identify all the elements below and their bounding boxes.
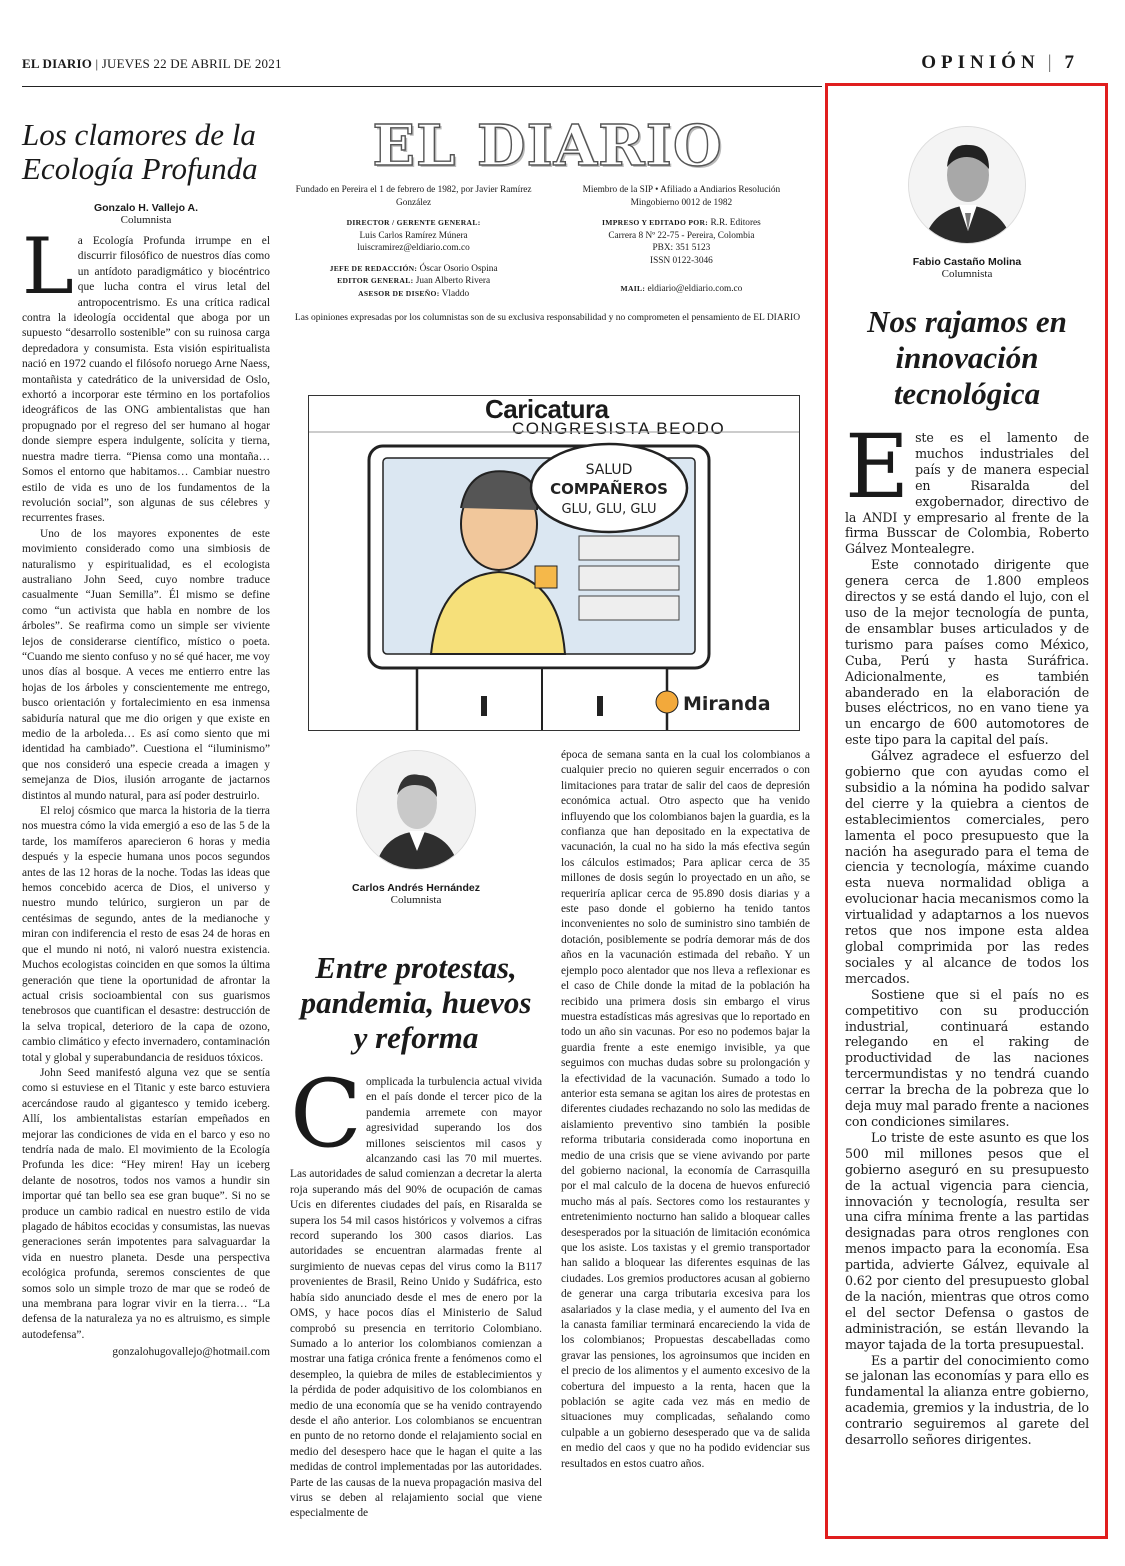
article-body-col2 [561, 748, 810, 1472]
printed-label: IMPRESO Y EDITADO POR: [602, 218, 709, 227]
masthead-credits [290, 184, 805, 300]
article-body [22, 222, 270, 1361]
issn: ISSN 0122-3046 [650, 255, 713, 266]
mail-address[interactable]: eldiario@eldiario.com.co [647, 284, 743, 294]
bubble-line-3: GLU, GLU, GLU [561, 502, 657, 517]
page-header-right [921, 52, 1079, 74]
page-header-left [22, 56, 282, 72]
issue-date: JUEVES 22 DE ABRIL DE 2021 [101, 56, 282, 71]
design-name: Vladdo [441, 288, 470, 299]
paper-name: EL DIARIO [22, 56, 93, 71]
cartoon-box [308, 395, 800, 731]
article-body [845, 415, 1089, 1448]
founded-text: Fundado en Pereira el 1 de febrero de 1982, por Javier Ramírez González [295, 185, 532, 208]
author-email[interactable]: gonzalohugovallejo@hotmail.com [112, 1346, 270, 1359]
cartoon-illustration [309, 396, 800, 731]
paragraph: Uno de los mayores exponentes de este movimiento considerado como una simbiosis de naturalismo y espiritualidad, es el ecologista australiano John Seed, cuyo nombre traduce casualmente “Juan Semilla”. Él mismo se define como “un activista que habla en nombre de los árboles”. Se reafirma como un simple ser viviente lejos de considerarse científico, místico o poeta. “Cuando me siento confuso y no sé qué hacer, me voy unos días al bosque. A veces me entierro entre las hojas de los árboles y conscientemente me entrego, busco orientación y fortalecimiento en esa inmensa sabiduría natural que me dio origen y que existe en medio de la arboleda… Es así como siento que mi identidad ha cambiado”. Cuestiona el “iluminismo” que nos consideró una especie creada a imagen y semejanza de Dios, ilusión arrogante de jactarnos distintos al mundo natural, para así poder destruirlo. [22, 527, 270, 802]
design-label: ASESOR DE DISEÑO: [358, 288, 440, 298]
drop-cap: C [290, 1060, 362, 1169]
author-role: Columnista [390, 894, 442, 906]
director-email[interactable]: luiscramirez@eldiario.com.co [357, 243, 470, 253]
membership-text: Miembro de la SIP • Afiliado a Andiarios Resolución Mingobierno 0012 de 1982 [582, 185, 781, 208]
bubble-line-2: COMPAÑEROS [550, 480, 668, 498]
author-name: Fabio Castaño Molina [912, 256, 1022, 268]
right-column-article [845, 118, 1089, 1448]
cartoonist-signature: Miranda [683, 693, 771, 715]
paragraph: Este es el lamento de muchos industriales del país y de manera especial en Risaralda del exgobernador, directivo de la ANDI y empresario al frente de la firma Busscar de Colombia, Roberto Gálvez Montealegre. [845, 415, 1089, 557]
newspaper-logo: EL DIARIO [372, 113, 723, 179]
cartoon-title: Caricatura [485, 395, 609, 424]
bubble-line-1: SALUD [585, 462, 633, 478]
paragraph: La Ecología Profunda irrumpe en el discurrir filosófico de nuestros días como un antídoto paradigmático y biocéntrico que lucha contra el virus letal del antropocentrismo. Es una crítica radical contra la ideología occidental que aboga por un supuesto “desarrollo sostenible” con su ruinosa carga depredadora y consumista. Esta visión espiritualista nació en 1972 cuando el filósofo noruego Arne Naess, montañista y catedrático de la universidad de Oslo, exhortó a incorporar este término en los portafolios ideográficos de las ONG ambientalistas que han propugnado por el regreso del ser humano al hogar donde siempre espera indulgente, solícita y tierna, nuestra madre tierra. “Piensa como una montaña… Somos el entorno que habitamos… Cambiar nuestro estilo de vida es uno de los fundamentos de la revolución social”, son algunas de sus célebres y recurrentes frases. [22, 222, 270, 525]
paragraph: Es a partir del conocimiento como se jalonan las economías y para ello es fundamental la alianza entre gobierno, academia, gremios y la industria, de lo contrario seguiremos al garete del desarrollo señores dirigentes. [845, 1352, 1089, 1448]
paragraph: Lo triste de este asunto es que los 500 mil millones pesos que el gobierno aseguró en su presupuesto de la actual vigencia para ciencia, innovación y tecnología, resulta ser una cifra mínima frente a las partidas designadas para otros renglones con menos impacto para la economía. Esa partida, advierte Gálvez, equivale al 0.62 por ciento del presupuesto global de la nación, mientras que otros como el del sector Defensa o gastos de administración, se están llevando la mayor tajada de la torta presupuestal. [845, 1129, 1089, 1352]
director-label: DIRECTOR / GERENTE GENERAL: [346, 218, 481, 227]
author-photo [356, 750, 476, 870]
drop-cap: L [22, 222, 74, 312]
chief-label: JEFE DE REDACCIÓN: [329, 263, 418, 273]
editor-label: EDITOR GENERAL: [337, 276, 414, 285]
header-separator: | [95, 56, 102, 71]
editor-name: Juan Alberto Rivera [415, 276, 491, 286]
page-number: 7 [1064, 52, 1079, 73]
avatar-icon [357, 751, 476, 870]
address: Carrera 8 Nº 22-75 - Pereira, Colombia [608, 230, 755, 241]
author-role: Columnista [941, 268, 993, 280]
director-name: Luis Carlos Ramírez Múnera [359, 230, 468, 241]
article-body-col1 [290, 1060, 542, 1522]
printed-by: R.R. Editores [710, 218, 761, 228]
author-name: Gonzalo H. Vallejo A. [93, 202, 199, 214]
author-name: Carlos Andrés Hernández [352, 882, 480, 894]
article-title: Entre protestas, pandemia, huevos y reforma [300, 950, 532, 1055]
section-name: OPINIÓN [921, 52, 1040, 73]
author-role: Columnista [120, 214, 172, 226]
paragraph: Este connotado dirigente que genera cerca de 1.800 empleos directos y se está dando el lujo, con el uso de la mejor tecnología de punta, de ensamblar buses articulados y de turismo para países como México, Cuba, Perú y hasta Suráfrica. Adicionalmente, es también abanderado en la elaboración de buses eléctricos, no en vano tiene ya un encargo de 600 automotores de este tipo para la capital del país. [845, 557, 1089, 748]
paragraph: Sostiene que si el país no es competitivo con su producción industrial, continuará estando relegando en el raking de productividad de las naciones tercermundistas y no tendrá cuando cerrar la brecha de la pobreza que lo deja muy mal parado frente a naciones con condiciones similares. [845, 986, 1089, 1129]
paragraph: John Seed manifestó alguna vez que se sentía como si estuviese en el Titanic y este barco estuviera acercándose raudo al gigantesco y temido iceberg. Allí, los ambientalistas estarían empeñados en mejorar las condiciones de vida en el barco y eso no tendría nada de malo. El movimiento de la Ecología Profunda les dice: “Hey miren! Hay un iceberg delante de nosotros, todos nos vamos a hundir sin importar qué tan bello sea ese gran buque”. Si no se produce un cambio radical en nuestro estilo de vida plagado de hábitos ecocidas y consumistas, las nuevas generaciones serán impotentes para salvaguardar la vida en nuestro planeta. Desde una perspectiva ecológica profunda, seremos conscientes de que somos solo un simple trozo de mar que se rodeó de una membrana para lograr vivir en la tierra… “La defensa de la naturaleza ya no es altruismo, es simple autodefensa”. [22, 1066, 270, 1341]
pbx: PBX: 351 5123 [652, 243, 711, 253]
mail-label: MAIL: [620, 284, 646, 293]
disclaimer: Las opiniones expresadas por los columnistas son de su exclusiva responsabilidad y no comprometen el pensamiento de EL DIARIO [294, 313, 801, 323]
paragraph: El reloj cósmico que marca la historia de la tierra nos muestra cómo la vida emergió a eso de las 5 de la tarde, los mamíferos aparecieron 6 horas y media después y la especie humana unos pocos segundos antes de las 12 horas de la noche. Todas las ideas que hemos concebido acerca de Dios, el universo y nuestro mundo telúrico, surgieron un par de centésimas de segundo, antes de la medianoche y miran con indiferencia el resto de esas 24 de horas en que el mundo ni notó, ni valoró nuestra existencia. Muchos ecologistas coinciden en que somos la última generación que tiene la oportunidad de afrontar la actual crisis socioambiental con sus guarismos tenebrosos que cuantifican el desastre: destrucción de la selva tropical, deterioro de la capa de ozono, cambio climático y efecto invernadero, contaminación total y global y superabundancia de residuos tóxicos. [22, 805, 270, 1064]
article-title: Los clamores de la Ecología Profunda [22, 117, 258, 186]
chief-name: Óscar Osorio Ospina [419, 263, 498, 274]
drop-cap: E [845, 415, 910, 518]
article-title: Nos rajamos en innovación tecnológica [867, 304, 1067, 411]
author-photo [908, 126, 1026, 244]
header-separator: | [1047, 52, 1057, 73]
paragraph: época de semana santa en la cual los colombianos a cualquier precio no quieren seguir encerrados o con limitaciones para tratar de salir del caos de depresión económica actual. Otro aspecto que ha venido influyendo que los colombianos bajen la guardia, es la confianza que han depositado en la expectativa de vacunación, la cual no ha sido la más efectiva según los cálculos estimados; Para aplicar cerca de 35 millones de dosis según lo proyectado en un año, se requeriría aplicar cerca de 95.890 dosis diarias y a este paso donde el gobierno ha tenido tantos inconvenientes no solo de suministro sino también de dotación, posiblemente se podría demorar más de dos años en la vacunación estimada del rebaño. Y un ejemplo poco alentador que nos lleva a reflexionar es el caso de Chile donde la mitad de la población ha recibido una primera dosis sin embargo el virus muestra estadísticas más agresivas que lo reportado en todo un año sin vacunas. Por eso no podemos bajar la guardia frente a este enemigo invisible, ya que seguimos con muchas dudas sobre su prolongación y la efectividad de la vacunación. Sumado a todo lo anterior esta semana se agitan los aires de protestas en diferentes ciudades rechazando no solo las medidas de aislamiento preventivo sino también la posible reforma tributaria considerada como inoportuna en medio de una crisis que se viene avivando por parte del gobierno nacional, la economía de Carrasquilla por el mal calculo de la docena de huevos enfureció mucho más al país. Sectores como los restaurantes y entretenimiento nocturno han salido a bloquear calles desesperados por la situación de limitación económica que los asiste. Los taxistas y el gremio transportador han salido a bloquear las diferentes esquinas de las ciudades. Los gremios productores acusan al gobierno de generar una carga tributaria excesiva para los asalariados y la clase media, y el aumento del Iva en la canasta familiar terminará encareciendo la vida de los colombianos; Propuestas descabelladas como gravar las pensiones, los agroinsumos que inciden en el precio de los alimentos y el aumento excesivo de la cobertura del impuesto a la renta, hacen que la población se agite cada vez más en medio de situaciones muy complicadas, señalando como culpable a un gobierno desesperado que va de salida en medio del caos y que no ha podido evidenciar sus resultados en estos cuatro años. [561, 749, 810, 1470]
masthead [290, 113, 805, 325]
cartoon-subtitle: CONGRESISTA BEODO [512, 419, 726, 438]
avatar-icon [909, 127, 1026, 244]
header-rule [22, 86, 822, 87]
paragraph: Gálvez agradece el esfuerzo del gobierno que con ayudas como el subsidio a la nómina ha podido salvar del cierre y la quiebra a cientos de establecimientos comerciales, pero lamenta el poco presupuesto que la nación ha asegurado para el tema de ciencia y tecnología, máxime cuando esta nueva normalidad obliga a evolucionar hacia mecanismos como la virtualidad y adaptarnos a los nuevos retos que nos impone esta aldea global comprimida por las redes sociales y al alcance de todos los mercados. [845, 748, 1089, 986]
credits-left [290, 184, 537, 300]
credits-right [558, 184, 805, 300]
paragraph: Complicada la turbulencia actual vivida en el país donde el tercer pico de la pandemia arremete con mayor agresividad superando los dos millones seiscientos mil casos y alcanzando casi las 70 mil muertes. Las autoridades de salud comienzan a decretar la alerta roja superando más del 90% de ocupación de camas Ucis en diferentes ciudades del país, en Risaralda se supera los 54 mil casos históricos y volvemos a cifras record superando los 300 casos diarios. Las autoridades se encuentran alarmadas frente al surgimiento de nuevas cepas del virus como la B117 provenientes de Brasil, Reino Unido y Sudáfrica, esto había sido anunciado desde el mes de enero por la OMS, y hace pocos días el Ministerio de Salud comprobó su presencia en territorio Colombiano. Sumado a lo anterior los colombianos comienzan a mostrar una fatiga crónica frente a fenómenos como el desempleo, la quiebra de miles de establecimientos y la pérdida de poder adquisitivo de los colombianos en medio de una economía que se ha venido contrayendo desde el año anterior. Los colombianos se encuentran en punto de no retorno donde el relajamiento social en medio del desespero hace que le hagan el quite a las medidas de control implementadas por las autoridades. Parte de las causas de la nueva propagación masiva del virus se deben al relajamiento social que viene especialmente de [290, 1060, 542, 1520]
left-column-article [22, 118, 270, 1361]
center-article [290, 750, 542, 1522]
